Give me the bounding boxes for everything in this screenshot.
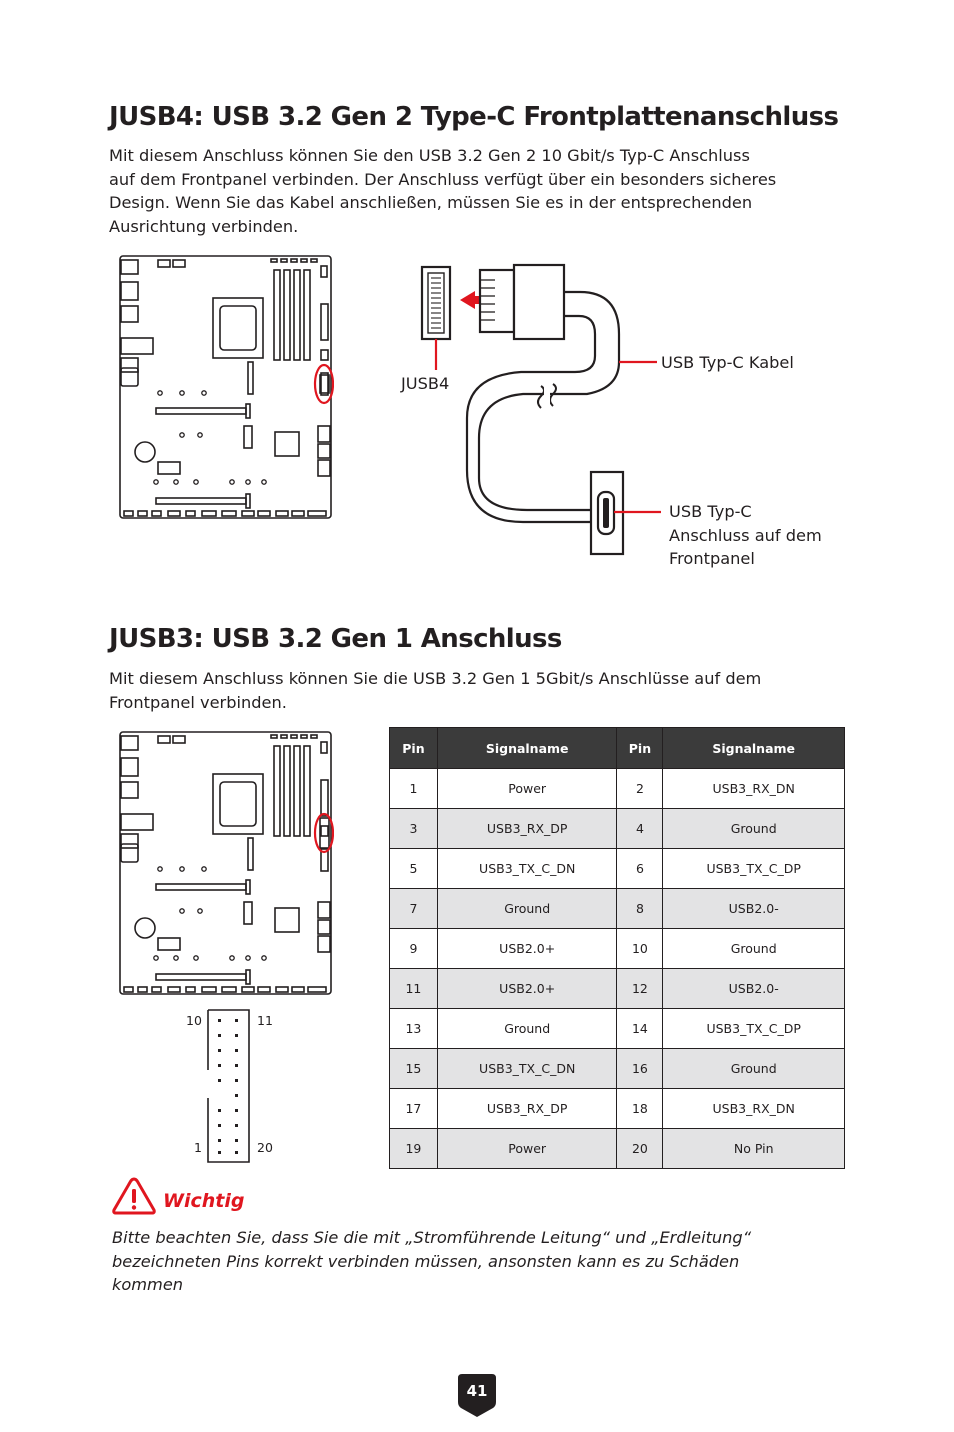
label-jusb4: JUSB4 bbox=[401, 374, 450, 393]
label-usb-typec-port bbox=[669, 500, 822, 571]
table-row bbox=[390, 1129, 845, 1169]
table-cell: 15 bbox=[390, 1049, 438, 1089]
motherboard-diagram-jusb4 bbox=[118, 254, 334, 520]
table-cell: 1 bbox=[390, 769, 438, 809]
table-row bbox=[390, 769, 845, 809]
table-cell: Ground bbox=[663, 809, 845, 849]
motherboard-diagram-jusb3 bbox=[118, 730, 334, 996]
pin-label-10: 10 bbox=[186, 1013, 202, 1028]
warning-triangle-icon bbox=[111, 1176, 157, 1216]
table-cell: 19 bbox=[390, 1129, 438, 1169]
label-port-line: USB Typ-C bbox=[669, 502, 752, 521]
table-cell: 2 bbox=[617, 769, 663, 809]
table-cell: USB2.0- bbox=[663, 969, 845, 1009]
table-cell: USB2.0+ bbox=[437, 929, 617, 969]
table-cell: USB3_TX_C_DN bbox=[437, 1049, 617, 1089]
table-cell: No Pin bbox=[663, 1129, 845, 1169]
table-cell: 16 bbox=[617, 1049, 663, 1089]
table-row bbox=[390, 1009, 845, 1049]
table-cell: 3 bbox=[390, 809, 438, 849]
table-row bbox=[390, 1089, 845, 1129]
table-cell: Ground bbox=[437, 1009, 617, 1049]
table-cell: 13 bbox=[390, 1009, 438, 1049]
table-cell: Ground bbox=[437, 889, 617, 929]
table-row bbox=[390, 849, 845, 889]
table-cell: USB2.0+ bbox=[437, 969, 617, 1009]
intro-line: Ausrichtung verbinden. bbox=[109, 216, 299, 236]
table-cell: 5 bbox=[390, 849, 438, 889]
warning-line: kommen bbox=[112, 1275, 184, 1294]
table-header-pin: Pin bbox=[617, 728, 663, 769]
table-row bbox=[390, 809, 845, 849]
section-intro-jusb4 bbox=[109, 144, 776, 238]
intro-line: auf dem Frontpanel verbinden. Der Anschluss verfügt über ein besonders sicheres bbox=[109, 169, 777, 189]
pin-label-1: 1 bbox=[194, 1140, 202, 1155]
label-port-line: Anschluss auf dem bbox=[669, 525, 822, 545]
table-cell: USB3_RX_DN bbox=[663, 1089, 845, 1129]
table-cell: 11 bbox=[390, 969, 438, 1009]
table-cell: USB3_RX_DP bbox=[437, 809, 617, 849]
table-cell: USB3_RX_DP bbox=[437, 1089, 617, 1129]
table-cell: USB3_RX_DN bbox=[663, 769, 845, 809]
jusb3-pin-table bbox=[389, 727, 845, 1169]
pin-label-20: 20 bbox=[257, 1140, 273, 1155]
table-cell: USB2.0- bbox=[663, 889, 845, 929]
table-cell: 12 bbox=[617, 969, 663, 1009]
warning-line: bezeichneten Pins korrekt verbinden müssen, ansonsten kann es zu Schäden bbox=[112, 1251, 740, 1271]
table-cell: 14 bbox=[617, 1009, 663, 1049]
table-cell: 10 bbox=[617, 929, 663, 969]
page-number: 41 bbox=[466, 1382, 488, 1400]
warning-line: Bitte beachten Sie, dass Sie die mit „Stromführende Leitung“ und „Erdleitung“ bbox=[112, 1228, 752, 1247]
table-cell: USB3_TX_C_DP bbox=[663, 849, 845, 889]
intro-line: Mit diesem Anschluss können Sie den USB 3.2 Gen 2 10 Gbit/s Typ-C Anschluss bbox=[109, 146, 750, 165]
table-cell: Power bbox=[437, 1129, 617, 1169]
section-intro-jusb3 bbox=[109, 667, 761, 714]
table-cell: 8 bbox=[617, 889, 663, 929]
table-cell: 7 bbox=[390, 889, 438, 929]
table-cell: USB3_TX_C_DN bbox=[437, 849, 617, 889]
jusb3-pin-header-diagram bbox=[206, 1008, 252, 1164]
table-cell: 20 bbox=[617, 1129, 663, 1169]
table-cell: 4 bbox=[617, 809, 663, 849]
table-cell: 18 bbox=[617, 1089, 663, 1129]
table-row bbox=[390, 1049, 845, 1089]
table-cell: 9 bbox=[390, 929, 438, 969]
section-title-jusb3: JUSB3: USB 3.2 Gen 1 Anschluss bbox=[109, 624, 562, 654]
table-cell: Ground bbox=[663, 1049, 845, 1089]
intro-line: Mit diesem Anschluss können Sie die USB 3.2 Gen 1 5Gbit/s Anschlüsse auf dem bbox=[109, 669, 762, 688]
intro-line: Design. Wenn Sie das Kabel anschließen, müssen Sie es in der entsprechenden bbox=[109, 193, 753, 212]
table-header-signal: Signalname bbox=[663, 728, 845, 769]
table-header-row bbox=[390, 728, 845, 769]
table-cell: Ground bbox=[663, 929, 845, 969]
table-row bbox=[390, 889, 845, 929]
table-row bbox=[390, 929, 845, 969]
warning-text bbox=[112, 1226, 751, 1297]
pin-label-11: 11 bbox=[257, 1013, 273, 1028]
table-cell: 6 bbox=[617, 849, 663, 889]
intro-line: Frontpanel verbinden. bbox=[109, 692, 287, 712]
label-port-line: Frontpanel bbox=[669, 549, 755, 568]
warning-title: Wichtig bbox=[163, 1190, 245, 1212]
table-header-signal: Signalname bbox=[437, 728, 617, 769]
table-cell: USB3_TX_C_DP bbox=[663, 1009, 845, 1049]
table-header-pin: Pin bbox=[390, 728, 438, 769]
usb-typec-cable-diagram bbox=[395, 258, 675, 560]
table-cell: 17 bbox=[390, 1089, 438, 1129]
label-usb-typec-cable: USB Typ-C Kabel bbox=[661, 353, 794, 372]
table-row bbox=[390, 969, 845, 1009]
table-cell: Power bbox=[437, 769, 617, 809]
section-title-jusb4: JUSB4: USB 3.2 Gen 2 Type-C Frontplattenanschluss bbox=[109, 102, 839, 132]
